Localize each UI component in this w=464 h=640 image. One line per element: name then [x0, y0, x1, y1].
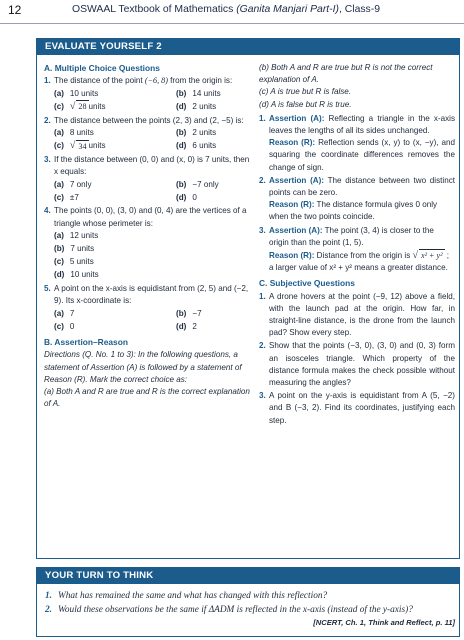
option: (d) 2 units — [176, 101, 217, 111]
ncert-reference: [NCERT, Ch. 1, Think and Reflect, p. 11] — [313, 618, 455, 627]
ar-choice-b: (b) Both A and R are true but R is not the correct explanation of A. — [259, 63, 433, 85]
option: (d) 10 units — [54, 270, 99, 280]
evaluate-heading: EVALUATE YOURSELF 2 — [37, 39, 459, 55]
mcq-heading: A. Multiple Choice Questions — [44, 63, 160, 73]
option: (b) 7 units — [54, 244, 95, 254]
ar-reason-1: Reason (R): Reflection sends (x, y) to (x, −y), and squaring the coordinate differences removes the change of sign. — [269, 138, 455, 172]
mcq-question-1: 1. The distance of the point (−6, 8) from the origin is: — [44, 76, 233, 86]
evaluate-yourself-box — [36, 38, 460, 559]
right-column — [259, 62, 455, 427]
mcq-options-4 — [54, 230, 251, 282]
book-title: OSWAAL Textbook of Mathematics (Ganita Manjari Part-I), Class-9 — [72, 4, 380, 15]
mcq-options-1 — [54, 87, 251, 113]
think-question-1: 1. What has remained the same and what has changed with this reflection? — [45, 591, 328, 601]
option: (a) 7 — [54, 308, 75, 318]
option: (b) 14 units — [176, 88, 221, 98]
ar-reason-2: Reason (R): The distance formula gives 0 only when the two points coincide. — [269, 200, 438, 222]
option: (c) √ 28 units — [54, 100, 106, 112]
option: (b) 2 units — [176, 128, 217, 138]
ar-choice-d: (d) A is false but R is true. — [259, 99, 352, 109]
radical-sign: √ — [69, 140, 76, 152]
ar-item-2: 2. Assertion (A): The distance between two distinct points can be zero. — [259, 175, 455, 198]
think-questions — [45, 589, 455, 630]
ar-reason-3: Reason (R): Distance from the origin is √ x² + y² ; a larger value of x² + y² means a greater distance. — [269, 250, 450, 273]
think-heading: YOUR TURN TO THINK — [37, 568, 459, 584]
page-number: 12 — [8, 3, 22, 17]
mcq-question-2: 2. The distance between the points (2, 3) and (2, −5) is: — [44, 115, 244, 125]
ar-item-3: 3. Assertion (A): The point (3, 4) is closer to the origin than the point (1, 5). — [259, 225, 434, 247]
mcq-options-5 — [54, 307, 251, 333]
ar-item-1: 1. Assertion (A): Reflecting a triangle in the x-axis leaves the lengths of all its sides unchanged. — [259, 113, 455, 136]
option: (b) −7 — [176, 308, 202, 318]
radical-sign: √ — [69, 100, 76, 112]
option: (a) 10 units — [54, 88, 99, 98]
think-question-2: 2. Would these observations be the same if ΔADM is reflected in the x-axis (instead of the y-axis)? [NCERT, Ch. 1, Think and Reflect, p. 11] — [45, 604, 455, 630]
option: (c) 5 units — [54, 257, 94, 267]
radical-sign: √ — [412, 250, 418, 262]
option: (c) √ 34 units — [54, 140, 106, 152]
option: (b) −7 only — [176, 179, 219, 189]
option: (c) ±7 — [54, 192, 79, 202]
ar-directions: Directions (Q. No. 1 to 3): In the following questions, a statement of Assertion (A) is followed by a statement of Reason (R). Mark the correct choice as: — [44, 350, 242, 384]
assertion-reason-heading: B. Assertion–Reason — [44, 337, 128, 348]
mcq-options-3 — [54, 178, 251, 204]
page-header — [0, 0, 464, 24]
option: (c) 0 — [54, 321, 75, 331]
mcq-question-4: 4. The points (0, 0), (3, 0) and (0, 4) are the vertices of a triangle whose perimeter is: — [44, 206, 247, 228]
subjective-question-3: 3. A point on the y-axis is equidistant from A (5, −2) and B (−3, 2). Find its coordinates, justifying each step. — [259, 391, 455, 425]
option: (a) 8 units — [54, 128, 94, 138]
mcq-question-5: 5. A point on the x-axis is equidistant from (2, 5) and (−2, 9). Its x-coordinate is: — [44, 283, 249, 306]
option: (a) 12 units — [54, 231, 99, 241]
option: (d) 0 — [176, 192, 197, 202]
option: (a) 7 only — [54, 179, 92, 189]
ar-choice-a: (a) Both A and R are true and R is the correct explanation of A. — [44, 387, 250, 409]
left-column — [44, 62, 251, 410]
option: (d) 6 units — [176, 141, 217, 151]
ar-choice-c: (c) A is true but R is false. — [259, 87, 352, 97]
option: (d) 2 — [176, 321, 197, 331]
your-turn-to-think-box — [36, 567, 460, 637]
subjective-question-1: 1. A drone hovers at the point (−9, 12) above a field, with the launch pad at the origin. How far, in straight-line distance, is the drone from the launch pad? Show every step. — [259, 291, 455, 338]
subjective-heading: C. Subjective Questions — [259, 278, 355, 289]
mcq-question-3: 3. If the distance between (0, 0) and (x, 0) is 7 units, then x equals: — [44, 155, 250, 177]
subjective-question-2: 2. Show that the points (−3, 0), (3, 0) and (0, 3) form an isosceles triangle. Which property of the distance formula makes the check possible without measuring the angles? — [259, 341, 455, 388]
mcq-options-2 — [54, 127, 251, 153]
